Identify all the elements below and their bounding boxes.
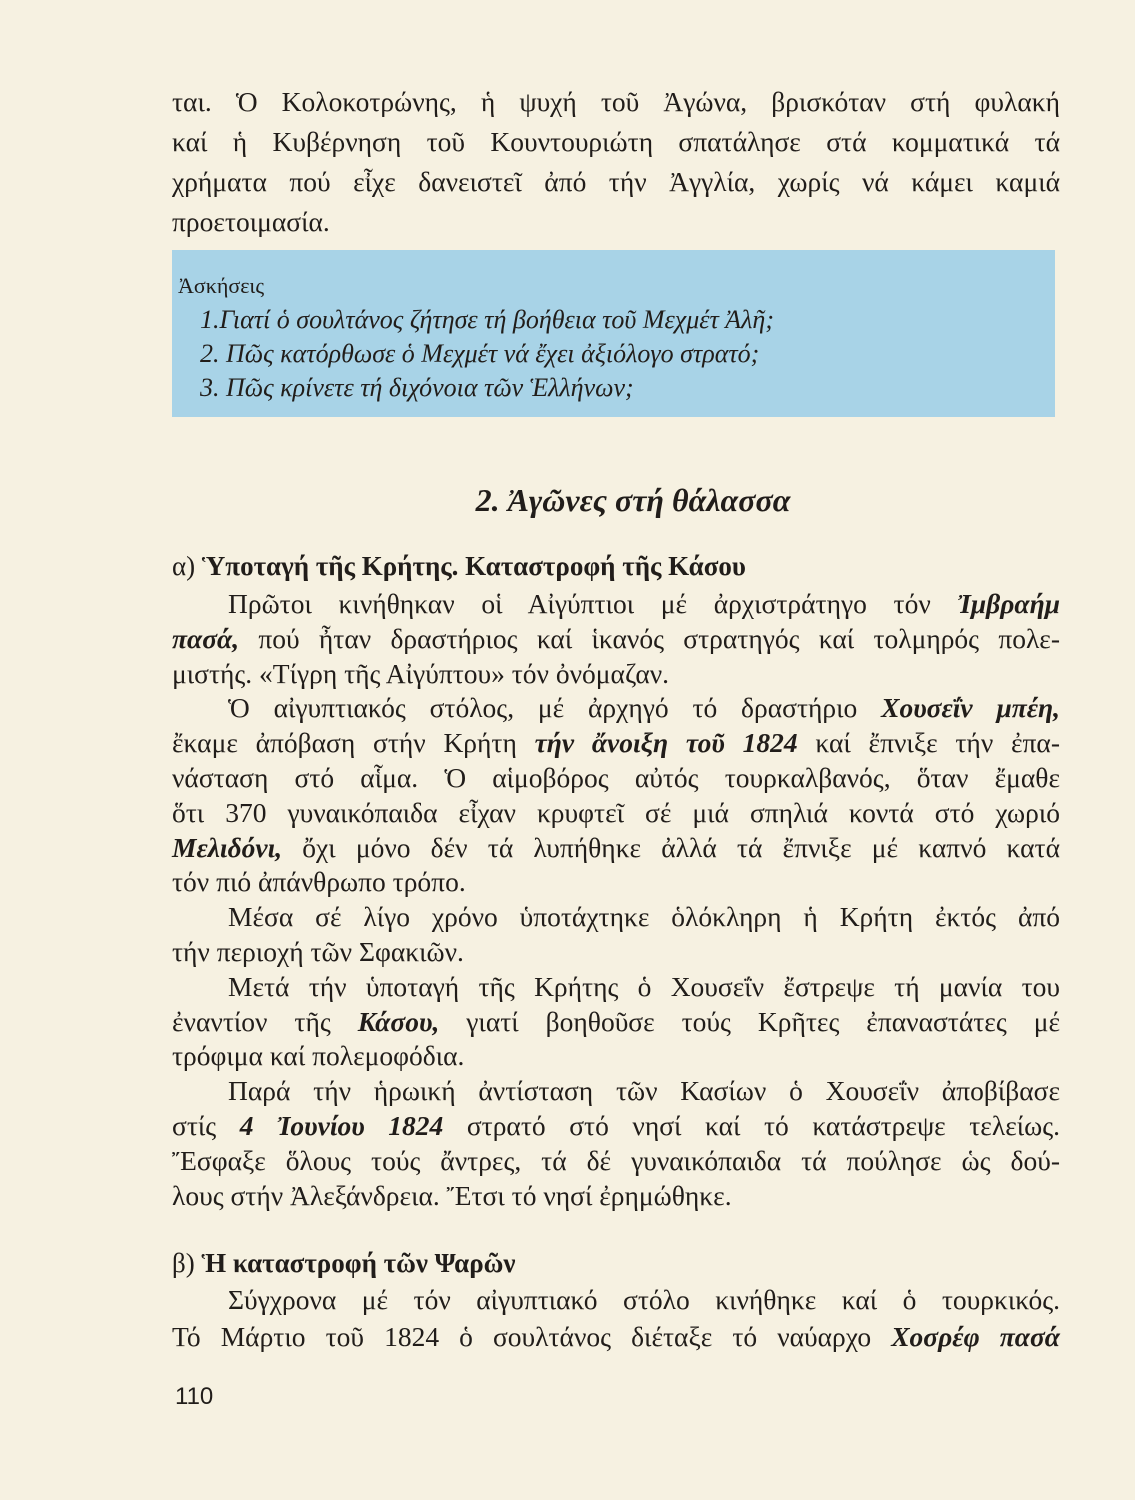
text-line: Μέσα σέ λίγο χρόνο ὑποτάχτηκε ὁλόκληρη ἡ Κρήτη ἐκτός ἀπό (228, 901, 1060, 933)
text-segment: Ὁ αἰγυπτιακός στόλος, μέ ἀρχηγό τό δραστήριο (228, 692, 882, 724)
text-line: Παρά τήν ἡρωική ἀντίσταση τῶν Κασίων ὁ Χουσεΐν ἀποβίβασε (228, 1075, 1060, 1107)
emphasized-name: Μελιδόνι, (172, 831, 283, 863)
subsection-title: Ὑποταγή τῆς Κρήτης. Καταστροφή τῆς Κάσου (201, 551, 746, 581)
text-line (172, 1319, 1060, 1356)
text-segment: Πρῶτοι κινήθηκαν οἱ Αἰγύπτιοι μέ ἀρχιστράτηγο τόν (228, 588, 958, 619)
text-line: Σύγχρονα μέ τόν αἰγυπτιακό στόλο κινήθηκε καί ὁ τουρκικός. (228, 1284, 1060, 1315)
text-segment: ὄχι μόνο δέν τά λυπήθηκε ἀλλά τά ἔπνιξε μέ καπνό κατά (282, 831, 1060, 863)
text-line: Ἔσφαξε ὅλους τούς ἄντρες, τά δέ γυναικόπαιδα τά πούλησε ὡς δού- (172, 1144, 1060, 1176)
text-line (172, 831, 1060, 866)
emphasized-date: τήν ἄνοιξη τοῦ 1824 (534, 727, 798, 759)
text-line: Μετά τήν ὑποταγή τῆς Κρήτης ὁ Χουσεΐν ἔστρεψε τή μανία του (228, 970, 1060, 1002)
subsection-title: Ἡ καταστροφή τῶν Ψαρῶν (201, 1248, 516, 1278)
text-line: τήν περιοχή τῶν Σφακιῶν. (172, 935, 464, 967)
text-segment: στρατό στό νησί καί τό κατάστρεψε τελείως. (443, 1109, 1061, 1141)
exercises-title: Ἀσκήσεις (178, 273, 265, 298)
text-line: μιστής. «Τίγρη τῆς Αἰγύπτου» τόν ὀνόμαζαν. (172, 657, 670, 689)
emphasized-date: 4 Ἰουνίου 1824 (239, 1109, 444, 1141)
text-line (172, 726, 1060, 761)
subsection-b-body (172, 1282, 1060, 1355)
section-heading: 2. Ἀγῶνες στή θάλασσα (475, 482, 791, 518)
exercise-question: 2. Πῶς κατόρθωσε ὁ Μεχμέτ νά ἔχει ἀξιόλογο στρατό; (200, 339, 760, 368)
emphasized-name: Ἰμβραήμ (957, 588, 1060, 619)
emphasized-name: Κάσου, (357, 1005, 440, 1037)
text-line: τόν πιό ἀπάνθρωπο τρόπο. (172, 866, 466, 898)
text-line (172, 1109, 1060, 1144)
text-segment: ἔκαμε ἀπόβαση στήν Κρήτη (172, 727, 535, 759)
subsection-label: β) (172, 1248, 195, 1278)
top-paragraph (172, 82, 1060, 242)
exercise-question: 1.Γιατί ὁ σουλτάνος ζήτησε τή βοήθεια τοῦ Μεχμέτ Ἀλῆ; (200, 305, 774, 334)
subsection-label: α) (172, 551, 196, 581)
text-line: ται. Ὁ Κολοκοτρώνης, ἡ ψυχή τοῦ Ἀγώνα, βρισκόταν στή φυλακή (172, 86, 1060, 117)
exercise-question: 3. Πῶς κρίνετε τή διχόνοια τῶν Ἑλλήνων; (200, 373, 634, 402)
exercises-box (172, 250, 1055, 417)
text-line (172, 691, 1060, 726)
emphasized-name: πασά, (172, 622, 240, 654)
subsection-a-heading (172, 548, 1060, 584)
page-number: 110 (175, 1383, 214, 1410)
text-line (172, 622, 1060, 657)
text-segment: γιατί βοηθοῦσε τούς Κρῆτες ἐπαναστάτες μέ (439, 1005, 1060, 1037)
text-line: νάσταση στό αἷμα. Ὁ αἱμοβόρος αὐτός τουρκαλβανός, ὅταν ἔμαθε (172, 761, 1060, 793)
text-segment: στίς (172, 1109, 240, 1141)
subsection-a-body (172, 587, 1060, 1213)
text-segment: Τό Μάρτιο τοῦ 1824 ὁ σουλτάνος διέταξε τό ναύαρχο (172, 1320, 892, 1352)
text-line: λους στήν Ἀλεξάνδρεια. Ἔτσι τό νησί ἐρημώθηκε. (172, 1179, 732, 1211)
text-line: τρόφιμα καί πολεμοφόδια. (172, 1040, 465, 1072)
emphasized-name: Χουσεΐν μπέη, (881, 692, 1060, 724)
text-segment: πού ἦταν δραστήριος καί ἱκανός στρατηγός καί τολμηρός πολε- (239, 622, 1060, 654)
text-segment: καί ἔπνιξε τήν ἐπα- (797, 727, 1060, 759)
text-line: καί ἡ Κυβέρνηση τοῦ Κουντουριώτη σπατάλησε στά κομματικά τά (172, 126, 1060, 157)
emphasized-name: Χοσρέφ πασά (891, 1320, 1061, 1352)
text-line (172, 587, 1060, 622)
text-line (172, 1005, 1060, 1040)
text-line: προετοιμασία. (172, 206, 330, 237)
text-segment: ἐναντίον τῆς (172, 1005, 358, 1037)
text-line: ὅτι 370 γυναικόπαιδα εἶχαν κρυφτεῖ σέ μιά σπηλιά κοντά στό χωριό (172, 796, 1060, 828)
text-line: χρήματα πού εἶχε δανειστεῖ ἀπό τήν Ἀγγλία, χωρίς νά κάμει καμιά (172, 166, 1060, 197)
subsection-b-heading (172, 1245, 1060, 1281)
